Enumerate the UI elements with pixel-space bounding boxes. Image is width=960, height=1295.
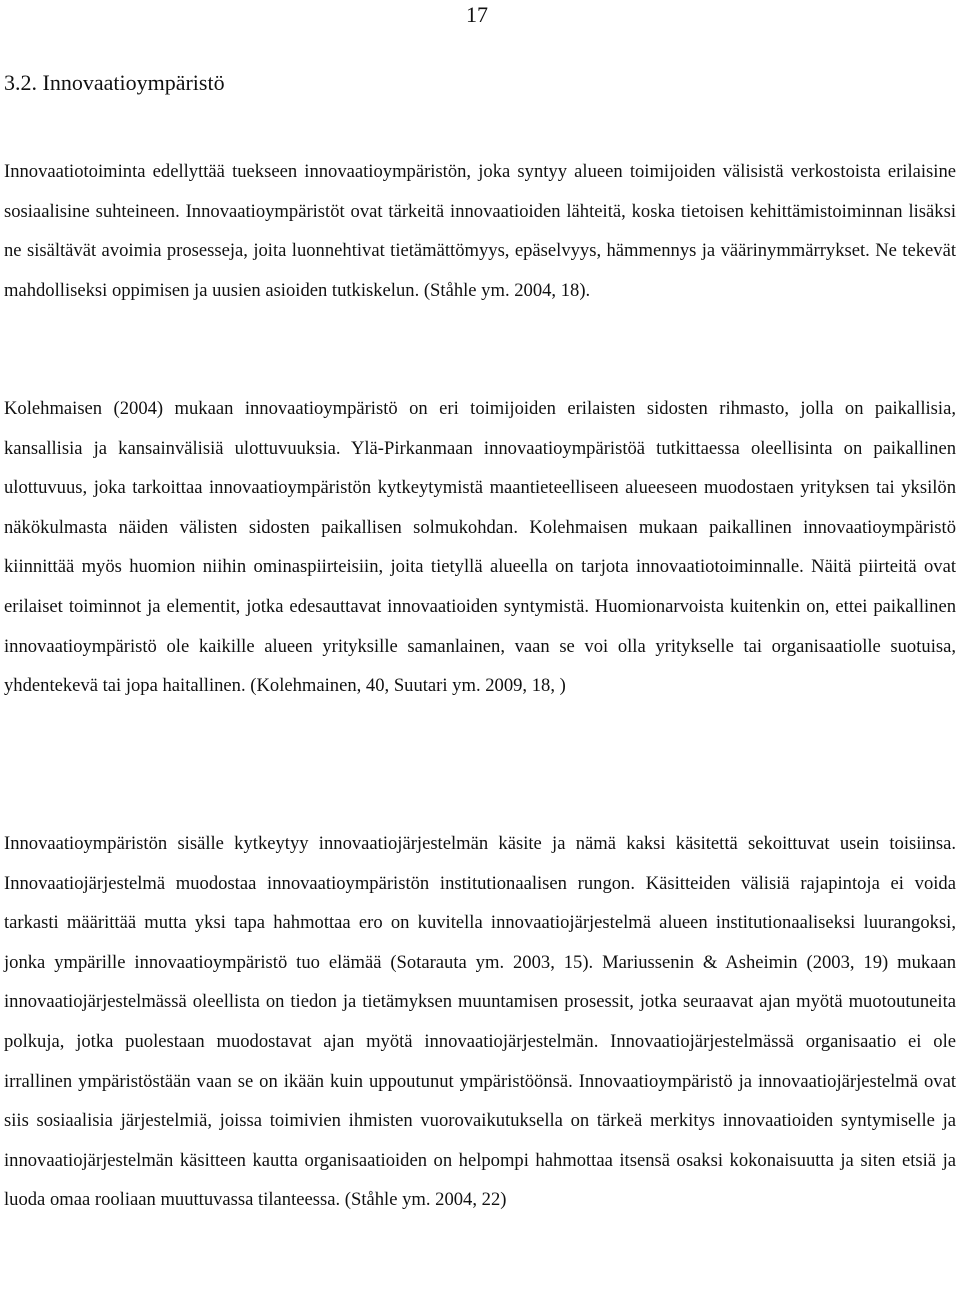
paragraph-innovation-activity: Innovaatiotoiminta edellyttää tuekseen innovaatioympäristön, joka syntyy alueen toimijoiden välisistä verkostoista erilaisine sosiaalisine suhteineen. Innovaatioympäristöt ovat tärkeitä innovaatioiden lähteitä, koska tietoisen kehittämistoiminnan lisäksi ne sisältävät avoimia prosesseja, joita luonnehtivat tietämättömyys, epäselvyys, hämmennys ja väärinymmärrykset. Ne tekevät mahdolliseksi oppimisen ja uusien asioiden tutkiskelun. (Ståhle ym. 2004, 18). xyxy=(4,161,956,301)
paragraph-kolehmainen: Kolehmaisen (2004) mukaan innovaatioympäristö on eri toimijoiden erilaisten sidosten rihmasto, jolla on paikallisia, kansallisia ja kansainvälisiä ulottuvuuksia. Ylä-Pirkanmaan innovaatioympäristöä tutkittaessa oleellisinta on paikallinen ulottuvuus, joka tarkoittaa innovaatioympäristön kytkeytymistä maantieteelliseen alueeseen muodostaen yrityksen tai yksilön näkökulmasta näiden välisten sidosten paikallisen solmukohdan. Kolehmaisen mukaan paikallinen innovaatioympäristö kiinnittää myös huomion niihin ominaspiirteisiin, joita tietyllä alueella on tarjota innovaatiotoiminnalle. Näitä piirteitä ovat erilaiset toiminnot ja elementit, jotka edesauttavat innovaatioiden syntymistä. Huomionarvoista kuitenkin on, ettei paikallinen innovaatioympäristö ole kaikille alueen yrityksille samanlainen, vaan se voi olla yritykselle tai organisaatiolle suotuisa, yhdentekevä tai jopa haitallinen. (Kolehmainen, 40, Suutari ym. 2009, 18, ) xyxy=(4,398,956,697)
page-number: 17 xyxy=(466,2,488,27)
paragraph-innovation-system: Innovaatioympäristön sisälle kytkeytyy innovaatiojärjestelmän käsite ja nämä kaksi käsitettä sekoittuvat usein toisiinsa. Innovaatiojärjestelmä muodostaa innovaatioympäristön institutionaalisen rungon. Käsitteiden välisiä rajapintoja ei voida tarkasti määrittää mutta yksi tapa hahmottaa ero on kuvitella innovaatiojärjestelmä alueen institutionaaliseksi luurangoksi, jonka ympärille innovaatioympäristö tuo elämää (Sotarauta ym. 2003, 15). Mariussenin & Asheimin (2003, 19) mukaan innovaatiojärjestelmässä oleellista on tiedon ja tietämyksen muuntamisen prosessit, jotka seuraavat ajan myötä muotoutuneita polkuja, jotka puolestaan muodostavat ajan myötä innovaatiojärjestelmän. Innovaatiojärjestelmässä organisaatio ei ole irrallinen ympäristöstään vaan se on ikään kuin uppoutunut ympäristöönsä. Innovaatioympäristö ja innovaatiojärjestelmä ovat siis sosiaalisia järjestelmiä, joissa toimivien ihmisten vuorovaikutuksella on tärkeä merkitys innovaatioiden syntymiselle ja innovaatiojärjestelmän käsitteen kautta organisaatioiden on helpompi hahmottaa itsensä osaksi kokonaisuutta ja siten etsiä ja luoda omaa rooliaan muuttuvassa tilanteessa. (Ståhle ym. 2004, 22) xyxy=(4,833,956,1211)
section-heading: 3.2. Innovaatioympäristö xyxy=(4,70,225,95)
